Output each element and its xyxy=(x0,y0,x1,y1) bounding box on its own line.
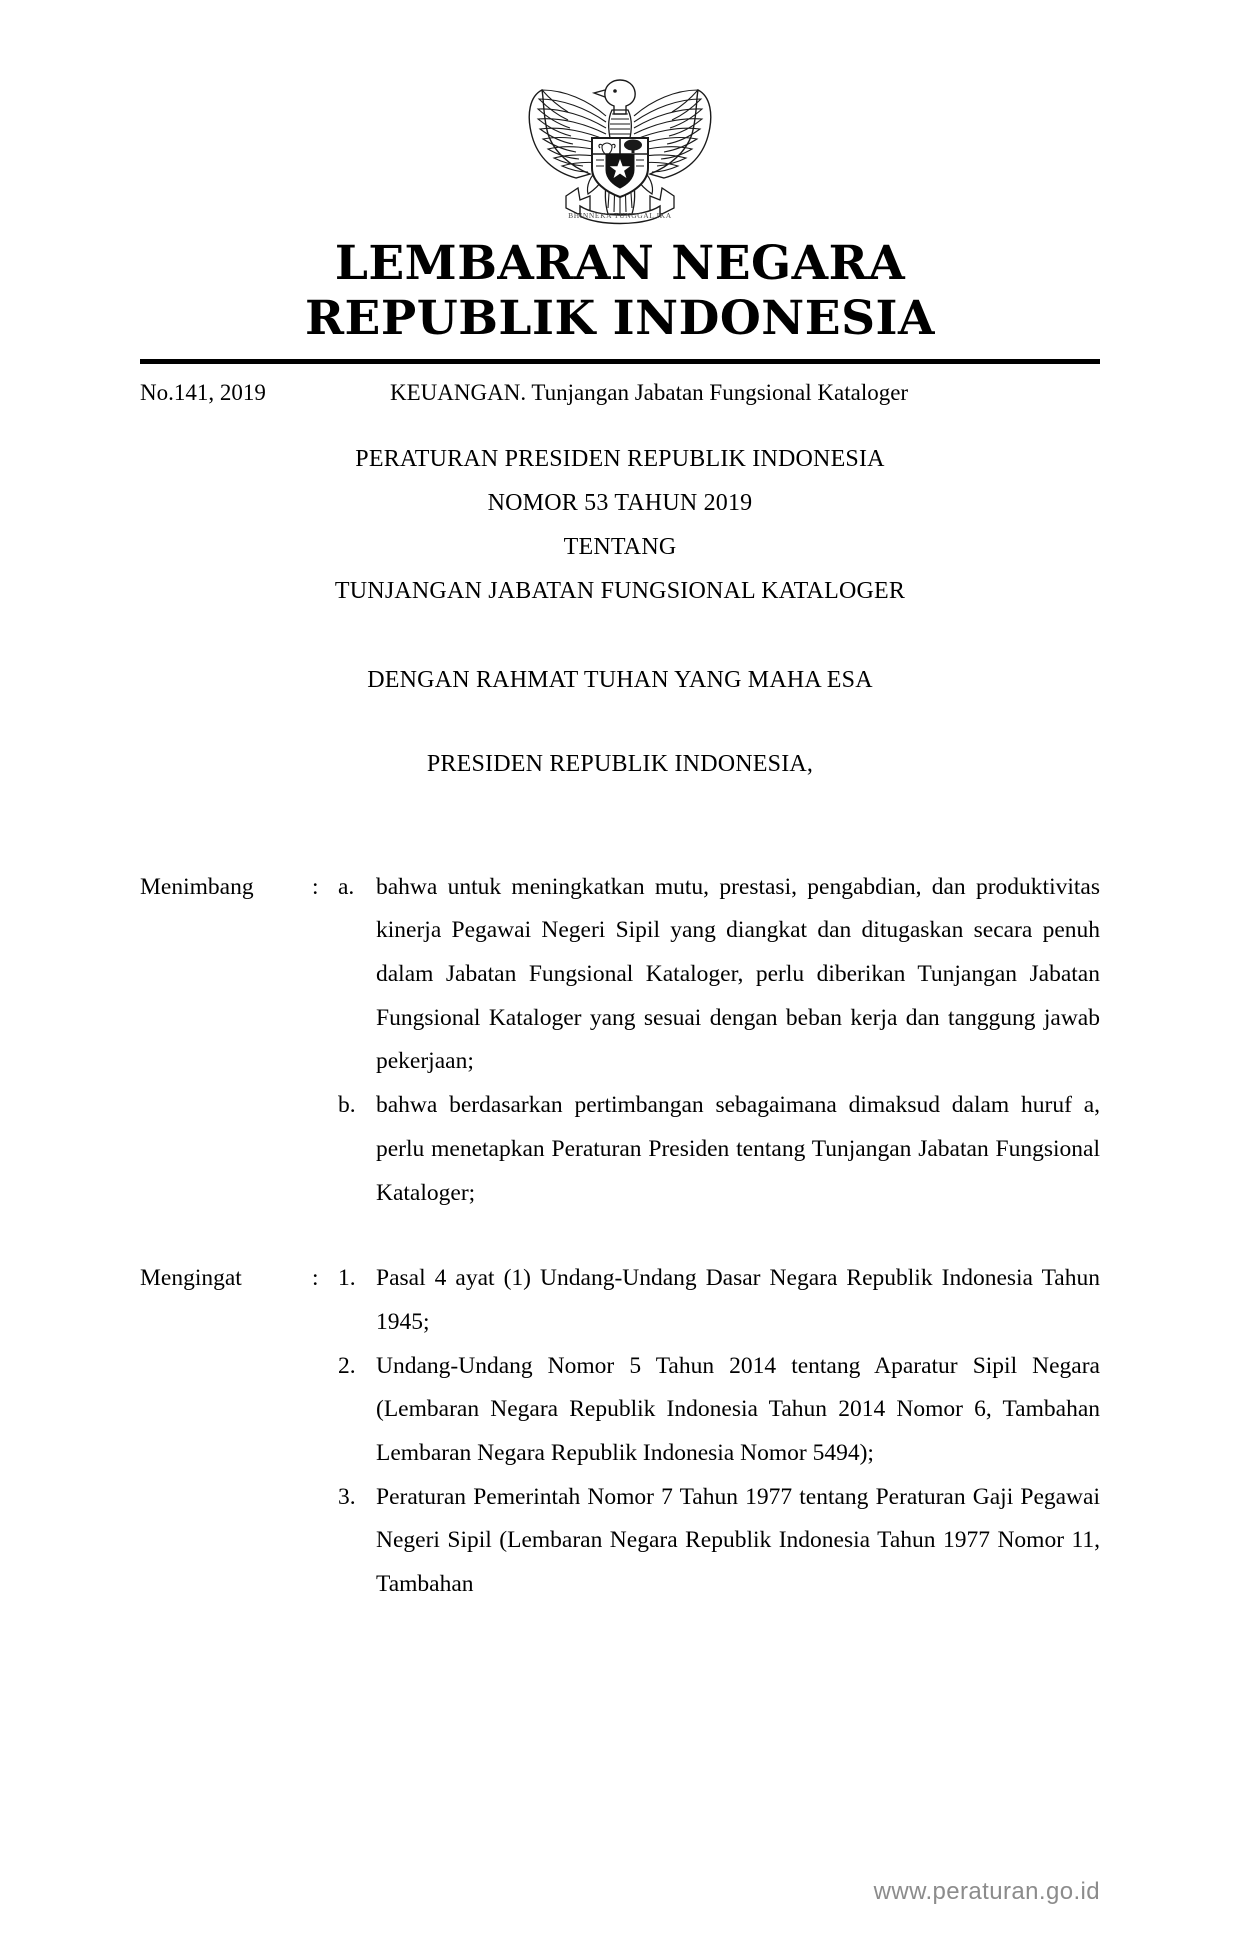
clause-item xyxy=(338,1345,1100,1476)
svg-text:BHINNEKA TUNGGAL IKA: BHINNEKA TUNGGAL IKA xyxy=(568,211,672,220)
clause-marker: 3. xyxy=(338,1483,356,1510)
gazette-number: No.141, 2019 xyxy=(140,379,266,405)
legal-basis-section xyxy=(140,1257,1100,1607)
regulation-subject-line: TUNJANGAN JABATAN FUNGSIONAL KATALOGER xyxy=(334,577,906,604)
emblem-container xyxy=(140,0,1100,228)
regulation-about-label: TENTANG xyxy=(563,533,677,560)
clause-text: bahwa untuk meningkatkan mutu, prestasi, pengabdian, dan produktivitas kinerja Pegawai Negeri Sipil yang diangkat dan ditugaskan secara penuh dalam Jabatan Fungsional Kataloger, perlu diberikan Tunjangan Jabatan Fungsional Kataloger yang sesuai dengan beban kerja dan tanggung jawab pekerjaan; xyxy=(376,873,1100,1075)
legal-basis-items xyxy=(338,1257,1100,1607)
clause-text: Pasal 4 ayat (1) Undang-Undang Dasar Negara Republik Indonesia Tahun 1945; xyxy=(376,1265,1100,1335)
clauses-container xyxy=(140,866,1100,1607)
considerations-label: Menimbang xyxy=(140,873,254,900)
clause-marker: 2. xyxy=(338,1352,356,1379)
header-divider-rule xyxy=(140,359,1100,364)
blessing-line: DENGAN RAHMAT TUHAN YANG MAHA ESA xyxy=(367,666,873,693)
footer-watermark: www.peraturan.go.id xyxy=(873,1878,1100,1905)
regulation-number-line: NOMOR 53 TAHUN 2019 xyxy=(487,489,753,516)
legal-basis-label: Mengingat xyxy=(140,1265,242,1292)
clause-text: Peraturan Pemerintah Nomor 7 Tahun 1977 tentang Peraturan Gaji Pegawai Negeri Sipil (Lembaran Negara Republik Indonesia Tahun 1977 Nomor 11, Tambahan xyxy=(376,1483,1100,1598)
regulation-title-line-1: PERATURAN PRESIDEN REPUBLIK INDONESIA xyxy=(355,445,885,472)
clause-text: bahwa berdasarkan pertimbangan sebagaimana dimaksud dalam huruf a, perlu menetapkan Peraturan Presiden tentang Tunjangan Jabatan Fungsional Kataloger; xyxy=(376,1092,1100,1206)
garuda-pancasila-icon xyxy=(520,66,720,228)
gazette-header-row xyxy=(140,377,1100,409)
considerations-items xyxy=(338,866,1100,1216)
clause-marker: 1. xyxy=(338,1265,356,1292)
clause-item xyxy=(338,1084,1100,1215)
clause-item xyxy=(338,866,1100,1085)
considerations-section xyxy=(140,866,1100,1216)
clause-item xyxy=(338,1257,1100,1344)
legal-basis-colon: : xyxy=(312,1265,319,1292)
considerations-colon: : xyxy=(312,873,319,900)
regulation-title-block xyxy=(140,447,1100,603)
clause-item xyxy=(338,1476,1100,1607)
gazette-subject: KEUANGAN. Tunjangan Jabatan Fungsional Kataloger xyxy=(390,379,909,405)
clause-text: Undang-Undang Nomor 5 Tahun 2014 tentang Aparatur Sipil Negara (Lembaran Negara Republik Indonesia Tahun 2014 Nomor 6, Tambahan Lembaran Negara Republik Indonesia Nomor 5494); xyxy=(376,1352,1100,1467)
authority-line: PRESIDEN REPUBLIK INDONESIA, xyxy=(426,750,814,777)
masthead-line-2: REPUBLIK INDONESIA xyxy=(304,291,935,347)
clause-marker: a. xyxy=(338,873,355,900)
masthead-title xyxy=(140,236,1100,347)
masthead-line-1: LEMBARAN NEGARA xyxy=(334,236,906,291)
clause-marker: b. xyxy=(338,1092,356,1119)
